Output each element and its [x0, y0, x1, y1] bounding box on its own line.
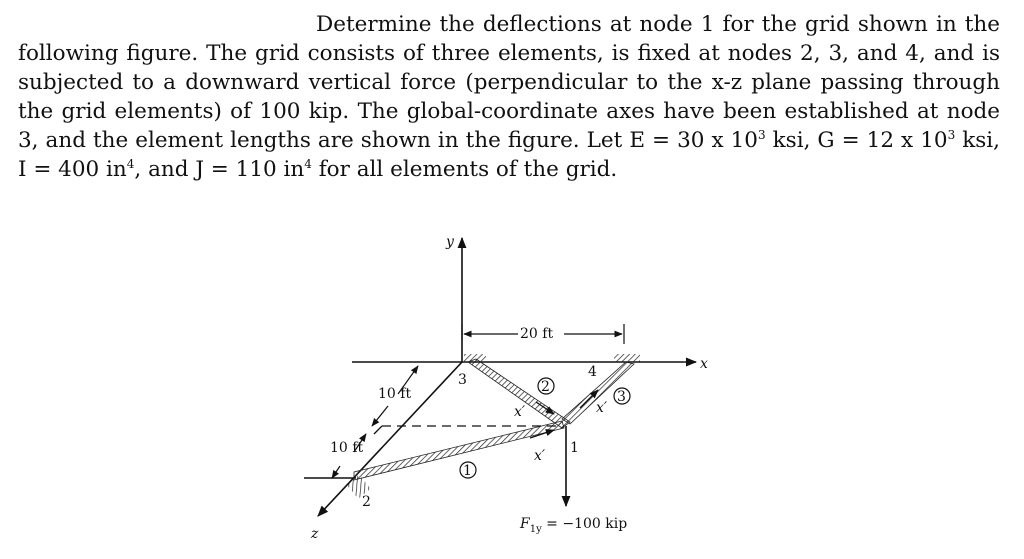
problem-text-main: Determine the deflections at node 1 for the grid shown in the following figure. The grid consists of three elements, is fixed at nodes 2, 3, and 4, and is subjected to a downward vertical force (perpendicular to the x-z plane passing through the grid elements) of 100 kip. The global-coordinate axes have been established at node 3, and the element lengths are shown in the figure. Let E = 30 x 10 — [18, 12, 1000, 153]
g-exponent: 3 — [947, 128, 956, 142]
dim-10ft-lower-label: 10 ft — [330, 440, 364, 456]
dashed-line-tick — [374, 426, 382, 434]
force-value: = −100 kip — [541, 516, 628, 532]
x-axis-label: x — [700, 356, 708, 372]
local-x-label-element-2: x′ — [514, 404, 526, 420]
element-1-bar — [354, 421, 564, 480]
support-node-4 — [614, 354, 640, 362]
j-exponent: 4 — [304, 157, 312, 171]
problem-text-g: ksi, G = 12 x 10 — [765, 128, 948, 153]
problem-text-end: for all elements of the grid. — [311, 157, 618, 182]
force-subscript: 1y — [529, 524, 542, 535]
y-axis-label: y — [446, 234, 454, 250]
dim-10ft-upper-label: 10 ft — [378, 386, 412, 402]
force-label — [519, 516, 627, 535]
dim-10ft-lower-arrow-b — [332, 466, 340, 478]
node-1-label: 1 — [570, 440, 579, 456]
element-2-label: 2 — [541, 379, 550, 395]
dim-20ft-label: 20 ft — [520, 326, 554, 342]
local-x-label-element-3: x′ — [596, 400, 608, 416]
dim-10ft-upper-arrow-b — [372, 406, 388, 426]
local-x-label-element-1: x′ — [534, 448, 546, 464]
node-2-label: 2 — [362, 494, 371, 510]
force-symbol: F — [520, 516, 530, 532]
i-exponent: 4 — [126, 157, 135, 171]
grid-figure — [292, 216, 752, 556]
node-3-label: 3 — [458, 372, 467, 388]
grid-diagram — [292, 216, 752, 556]
element-1-label: 1 — [463, 463, 472, 479]
problem-text-i: ksi, I = 400 in — [18, 128, 1000, 182]
element-3-label: 3 — [617, 389, 626, 405]
node-4-label: 4 — [588, 364, 597, 380]
problem-statement — [18, 10, 1000, 184]
problem-text-j: , and J = 110 in — [134, 157, 305, 182]
e-exponent: 3 — [757, 128, 766, 142]
z-axis-label: z — [311, 526, 319, 542]
